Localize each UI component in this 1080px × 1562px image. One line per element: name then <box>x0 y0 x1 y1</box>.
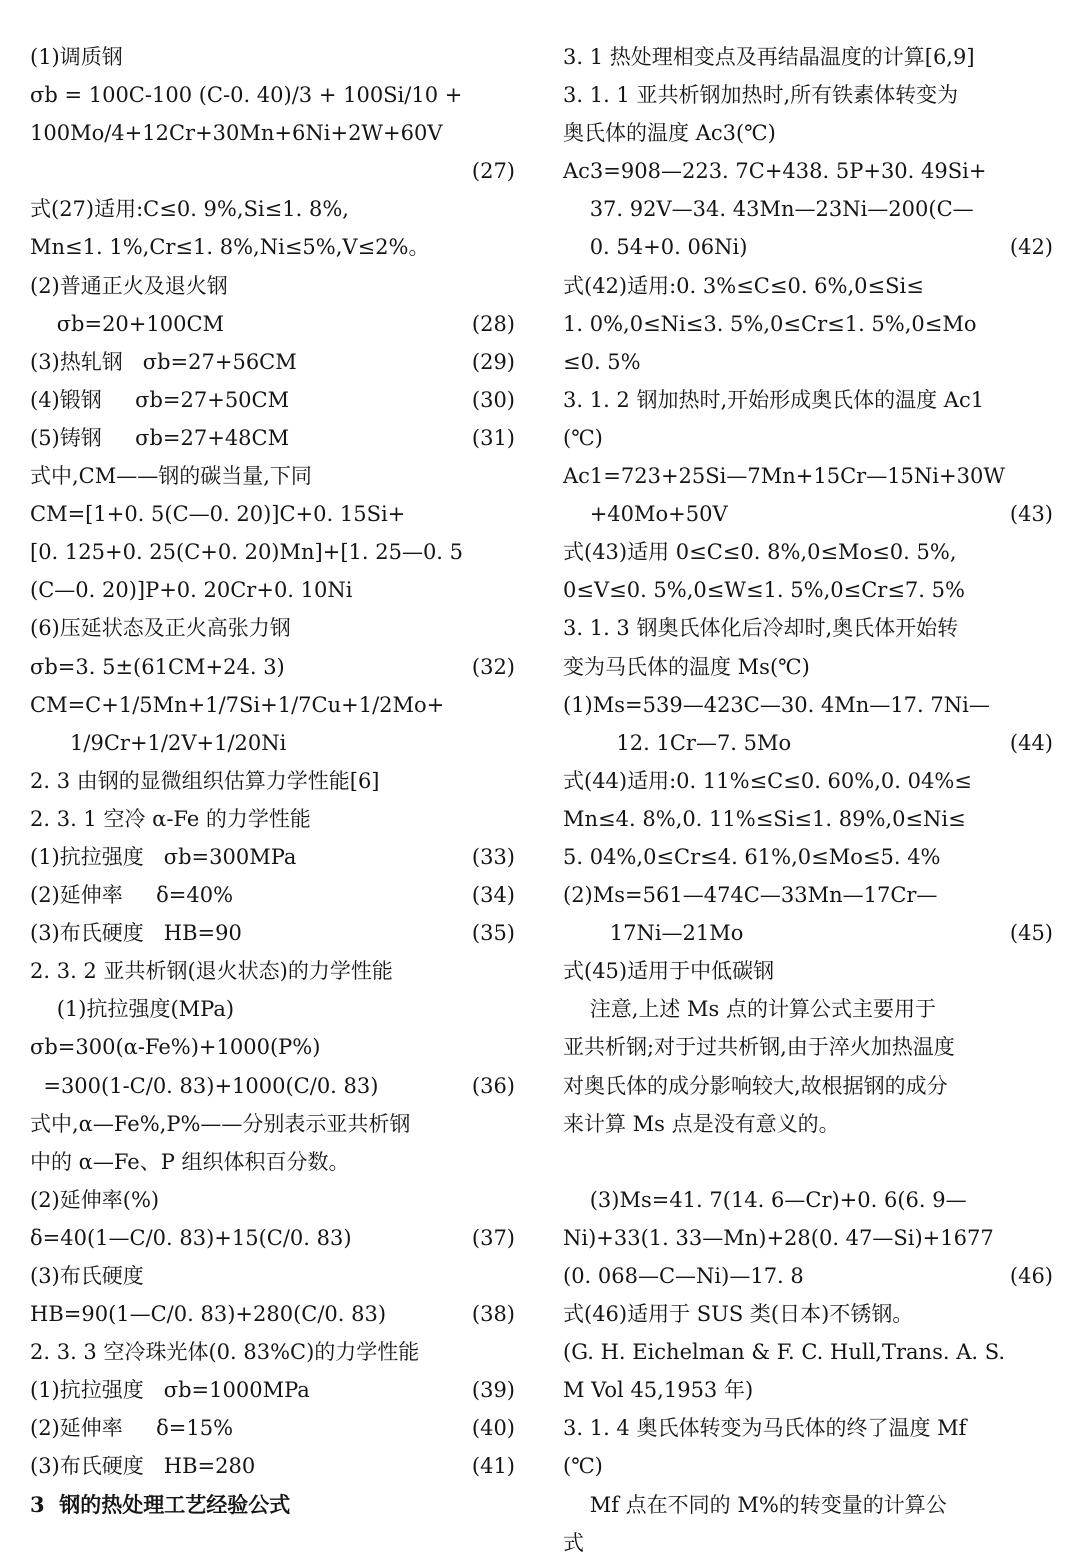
line-text: 37. 92V—34. 43Mn—23Ni—200(C— <box>563 197 974 222</box>
line-text: +40Mo+50V <box>563 502 728 527</box>
line-text: 式(45)适用于中低碳钢 <box>563 959 775 984</box>
line-text: 12. 1Cr—7. 5Mo <box>563 730 792 755</box>
left-text-line <box>30 1333 515 1371</box>
line-text: (2)延伸率 δ=15% <box>30 1416 234 1441</box>
right-text-line <box>563 1067 1053 1105</box>
line-text: 2. 3. 3 空冷珠光体(0. 83%C)的力学性能 <box>30 1340 420 1365</box>
line-text: (C—0. 20)]P+0. 20Cr+0. 10Ni <box>30 578 353 603</box>
line-text: 来计算 Ms 点是没有意义的。 <box>563 1111 840 1136</box>
line-text: (2)普通正火及退火钢 <box>30 273 228 298</box>
line-text: 式(44)适用:0. 11%≤C≤0. 60%,0. 04%≤ <box>563 768 972 793</box>
right-text-line <box>563 1486 1053 1524</box>
line-text: 3. 1. 2 钢加热时,开始形成奥氏体的温度 Ac1 <box>563 387 985 412</box>
left-text-line <box>30 533 515 571</box>
right-text-line <box>563 1257 1053 1295</box>
line-text: 式(42)适用:0. 3%≤C≤0. 6%,0≤Si≤ <box>563 273 924 298</box>
left-text-line <box>30 495 515 533</box>
line-text: (1)抗拉强度(MPa) <box>30 997 235 1022</box>
left-text-line <box>30 952 515 990</box>
line-text: (3)布氏硬度 HB=90 <box>30 921 242 946</box>
line-text: δ=40(1—C/0. 83)+15(C/0. 83) <box>30 1225 352 1250</box>
line-text: (4)锻钢 σb=27+50CM <box>30 387 290 412</box>
right-text-line <box>563 1143 1053 1181</box>
line-text: 1/9Cr+1/2V+1/20Ni <box>30 730 287 755</box>
left-text-line <box>30 571 515 609</box>
right-text-line <box>563 457 1053 495</box>
left-text-line <box>30 762 515 800</box>
line-text: σb=3. 5±(61CM+24. 3) <box>30 654 285 679</box>
line-text: 3. 1 热处理相变点及再结晶温度的计算[6,9] <box>563 45 975 69</box>
equation-number: (39) <box>471 1378 515 1403</box>
line-text: [0. 125+0. 25(C+0. 20)Mn]+[1. 25—0. 5 <box>30 540 464 565</box>
right-text-line <box>563 609 1053 647</box>
equation-number: (43) <box>1009 502 1053 527</box>
left-text-line <box>30 1486 515 1524</box>
line-text: (3)热轧钢 σb=27+56CM <box>30 349 297 374</box>
line-text: Ac1=723+25Si—7Mn+15Cr—15Ni+30W <box>563 464 1005 489</box>
line-text: 17Ni—21Mo <box>563 921 744 946</box>
line-text: (1)Ms=539—423C—30. 4Mn—17. 7Ni— <box>563 692 990 717</box>
line-text: 1. 0%,0≤Ni≤3. 5%,0≤Cr≤1. 5%,0≤Mo <box>563 311 977 336</box>
line-text: 3. 1. 1 亚共析钢加热时,所有铁素体转变为 <box>563 83 959 108</box>
equation-number: (28) <box>471 311 515 336</box>
line-text: 0. 54+0. 06Ni) <box>563 235 748 260</box>
right-text-line <box>563 876 1053 914</box>
line-text: Mf 点在不同的 M%的转变量的计算公 <box>563 1492 947 1517</box>
equation-number: (27) <box>471 159 515 184</box>
line-text: CM=C+1/5Mn+1/7Si+1/7Cu+1/2Mo+ <box>30 692 445 717</box>
right-text-line <box>563 495 1053 533</box>
right-text-line <box>563 1181 1053 1219</box>
right-text-line <box>563 648 1053 686</box>
equation-number: (41) <box>471 1454 515 1479</box>
left-text-line <box>30 914 515 952</box>
line-text: 中的 α—Fe、P 组织体积百分数。 <box>30 1149 350 1174</box>
line-text: =300(1-C/0. 83)+1000(C/0. 83) <box>30 1073 379 1098</box>
left-text-line <box>30 305 515 343</box>
line-text: (2)延伸率(%) <box>30 1187 160 1212</box>
right-text-line <box>563 571 1053 609</box>
left-text-line <box>30 724 515 762</box>
equation-number: (29) <box>471 349 515 374</box>
left-text-line <box>30 114 515 152</box>
line-text: 2. 3 由钢的显微组织估算力学性能[6] <box>30 768 380 793</box>
equation-number: (35) <box>471 921 515 946</box>
right-text-line <box>563 990 1053 1028</box>
right-text-line <box>563 1219 1053 1257</box>
equation-number: (33) <box>471 844 515 869</box>
line-text: CM=[1+0. 5(C—0. 20)]C+0. 15Si+ <box>30 502 406 527</box>
equation-number: (37) <box>471 1225 515 1250</box>
left-text-line <box>30 648 515 686</box>
line-text: Ni)+33(1. 33—Mn)+28(0. 47—Si)+1677 <box>563 1225 994 1250</box>
right-text-line <box>563 305 1053 343</box>
left-text-line <box>30 76 515 114</box>
equation-number: (44) <box>1009 730 1053 755</box>
left-text-line <box>30 457 515 495</box>
left-text-line <box>30 800 515 838</box>
left-text-line <box>30 609 515 647</box>
line-text: (0. 068—C—Ni)—17. 8 <box>563 1264 804 1288</box>
left-text-line <box>30 1295 515 1333</box>
left-text-line <box>30 1105 515 1143</box>
right-text-line <box>563 381 1053 419</box>
line-text: 0≤V≤0. 5%,0≤W≤1. 5%,0≤Cr≤7. 5% <box>563 578 965 603</box>
right-text-line <box>563 724 1053 762</box>
right-text-line <box>563 533 1053 571</box>
line-text: (3)Ms=41. 7(14. 6—Cr)+0. 6(6. 9— <box>563 1187 967 1212</box>
line-text: 100Mo/4+12Cr+30Mn+6Ni+2W+60V <box>30 121 443 146</box>
left-text-line <box>30 1447 515 1485</box>
right-text-line <box>563 1028 1053 1066</box>
left-text-line <box>30 38 515 76</box>
line-text: 式(43)适用 0≤C≤0. 8%,0≤Mo≤0. 5%, <box>563 540 957 565</box>
line-text: (3)布氏硬度 <box>30 1264 144 1288</box>
line-text: 奥氏体的温度 Ac3(℃) <box>563 121 776 146</box>
right-text-line <box>563 228 1053 266</box>
equation-number: (46) <box>1009 1264 1053 1288</box>
line-text: (℃) <box>563 425 603 450</box>
left-text-line <box>30 343 515 381</box>
line-text: 3 钢的热处理工艺经验公式 <box>30 1491 291 1517</box>
right-text-line <box>563 343 1053 381</box>
line-text: 2. 3. 1 空冷 α-Fe 的力学性能 <box>30 806 311 831</box>
line-text: (1)调质钢 <box>30 45 123 69</box>
equation-number: (32) <box>471 654 515 679</box>
left-text-line <box>30 686 515 724</box>
line-text: ≤0. 5% <box>563 349 641 374</box>
left-text-line <box>30 1143 515 1181</box>
right-text-line <box>563 1409 1053 1447</box>
right-text-line <box>563 686 1053 724</box>
left-text-line <box>30 419 515 457</box>
left-text-line <box>30 381 515 419</box>
line-text: Mn≤4. 8%,0. 11%≤Si≤1. 89%,0≤Ni≤ <box>563 806 966 831</box>
line-text: 对奥氏体的成分影响较大,故根据钢的成分 <box>563 1073 948 1098</box>
left-text-line <box>30 190 515 228</box>
line-text: 式 <box>563 1530 584 1555</box>
right-text-line <box>563 762 1053 800</box>
left-text-line <box>30 1067 515 1105</box>
right-text-line <box>563 152 1053 190</box>
left-text-line <box>30 1257 515 1295</box>
right-text-line <box>563 190 1053 228</box>
line-text: (3)布氏硬度 HB=280 <box>30 1454 256 1479</box>
line-text: (5)铸钢 σb=27+48CM <box>30 425 290 450</box>
line-text: (2)延伸率 δ=40% <box>30 883 234 908</box>
line-text: 2. 3. 2 亚共析钢(退火状态)的力学性能 <box>30 959 393 984</box>
left-text-line <box>30 876 515 914</box>
left-text-line <box>30 1181 515 1219</box>
line-text: (1)抗拉强度 σb=300MPa <box>30 844 297 869</box>
right-text-line <box>563 1524 1053 1562</box>
right-text-line <box>563 76 1053 114</box>
line-text: 亚共析钢;对于过共析钢,由于淬火加热温度 <box>563 1035 955 1060</box>
equation-number: (36) <box>471 1073 515 1098</box>
line-text: (2)Ms=561—474C—33Mn—17Cr— <box>563 883 938 908</box>
right-text-line <box>563 952 1053 990</box>
right-text-line <box>563 267 1053 305</box>
right-text-line <box>563 1371 1053 1409</box>
line-text: 式(27)适用:C≤0. 9%,Si≤1. 8%, <box>30 197 349 222</box>
left-text-line <box>30 228 515 266</box>
right-text-line <box>563 38 1053 76</box>
equation-number: (31) <box>471 425 515 450</box>
left-text-line <box>30 1028 515 1066</box>
equation-number: (34) <box>471 883 515 908</box>
line-text: (G. H. Eichelman & F. C. Hull,Trans. A. S. <box>563 1340 1006 1365</box>
line-text: 5. 04%,0≤Cr≤4. 61%,0≤Mo≤5. 4% <box>563 844 941 869</box>
line-text: 注意,上述 Ms 点的计算公式主要用于 <box>563 997 937 1022</box>
right-column <box>563 38 1053 1562</box>
line-text: HB=90(1—C/0. 83)+280(C/0. 83) <box>30 1302 387 1327</box>
line-text: 3. 1. 3 钢奥氏体化后冷却时,奥氏体开始转 <box>563 616 959 641</box>
line-text: Mn≤1. 1%,Cr≤1. 8%,Ni≤5%,V≤2%。 <box>30 235 430 260</box>
line-text: σb=300(α-Fe%)+1000(P%) <box>30 1035 321 1060</box>
left-text-line <box>30 838 515 876</box>
equation-number: (45) <box>1009 921 1053 946</box>
line-text: (1)抗拉强度 σb=1000MPa <box>30 1378 310 1403</box>
line-text: σb = 100C-100 (C-0. 40)/3 + 100Si/10 + <box>30 83 463 108</box>
left-text-line <box>30 1371 515 1409</box>
right-text-line <box>563 800 1053 838</box>
right-text-line <box>563 838 1053 876</box>
equation-number: (40) <box>471 1416 515 1441</box>
right-text-line <box>563 1105 1053 1143</box>
line-text: Ac3=908—223. 7C+438. 5P+30. 49Si+ <box>563 159 987 184</box>
right-text-line <box>563 1333 1053 1371</box>
left-text-line <box>30 990 515 1028</box>
right-text-line <box>563 914 1053 952</box>
right-text-line <box>563 1447 1053 1485</box>
line-text: 式中,α—Fe%,P%——分别表示亚共析钢 <box>30 1111 411 1136</box>
line-text: (℃) <box>563 1454 603 1479</box>
equation-number: (42) <box>1009 235 1053 260</box>
line-text: 3. 1. 4 奥氏体转变为马氏体的终了温度 Mf <box>563 1416 967 1441</box>
line-text: 式中,CM——钢的碳当量,下同 <box>30 464 312 489</box>
line-text: 变为马氏体的温度 Ms(℃) <box>563 654 810 679</box>
line-text: (6)压延状态及正火高张力钢 <box>30 616 291 641</box>
left-column <box>30 38 515 1524</box>
left-text-line <box>30 267 515 305</box>
right-text-line <box>563 1295 1053 1333</box>
equation-number: (30) <box>471 387 515 412</box>
right-text-line <box>563 419 1053 457</box>
left-text-line <box>30 152 515 190</box>
right-text-line <box>563 114 1053 152</box>
line-text: M Vol 45,1953 年) <box>563 1378 754 1403</box>
left-text-line <box>30 1409 515 1447</box>
equation-number: (38) <box>471 1302 515 1327</box>
line-text: σb=20+100CM <box>30 311 225 336</box>
left-text-line <box>30 1219 515 1257</box>
line-text: 式(46)适用于 SUS 类(日本)不锈钢。 <box>563 1302 914 1327</box>
